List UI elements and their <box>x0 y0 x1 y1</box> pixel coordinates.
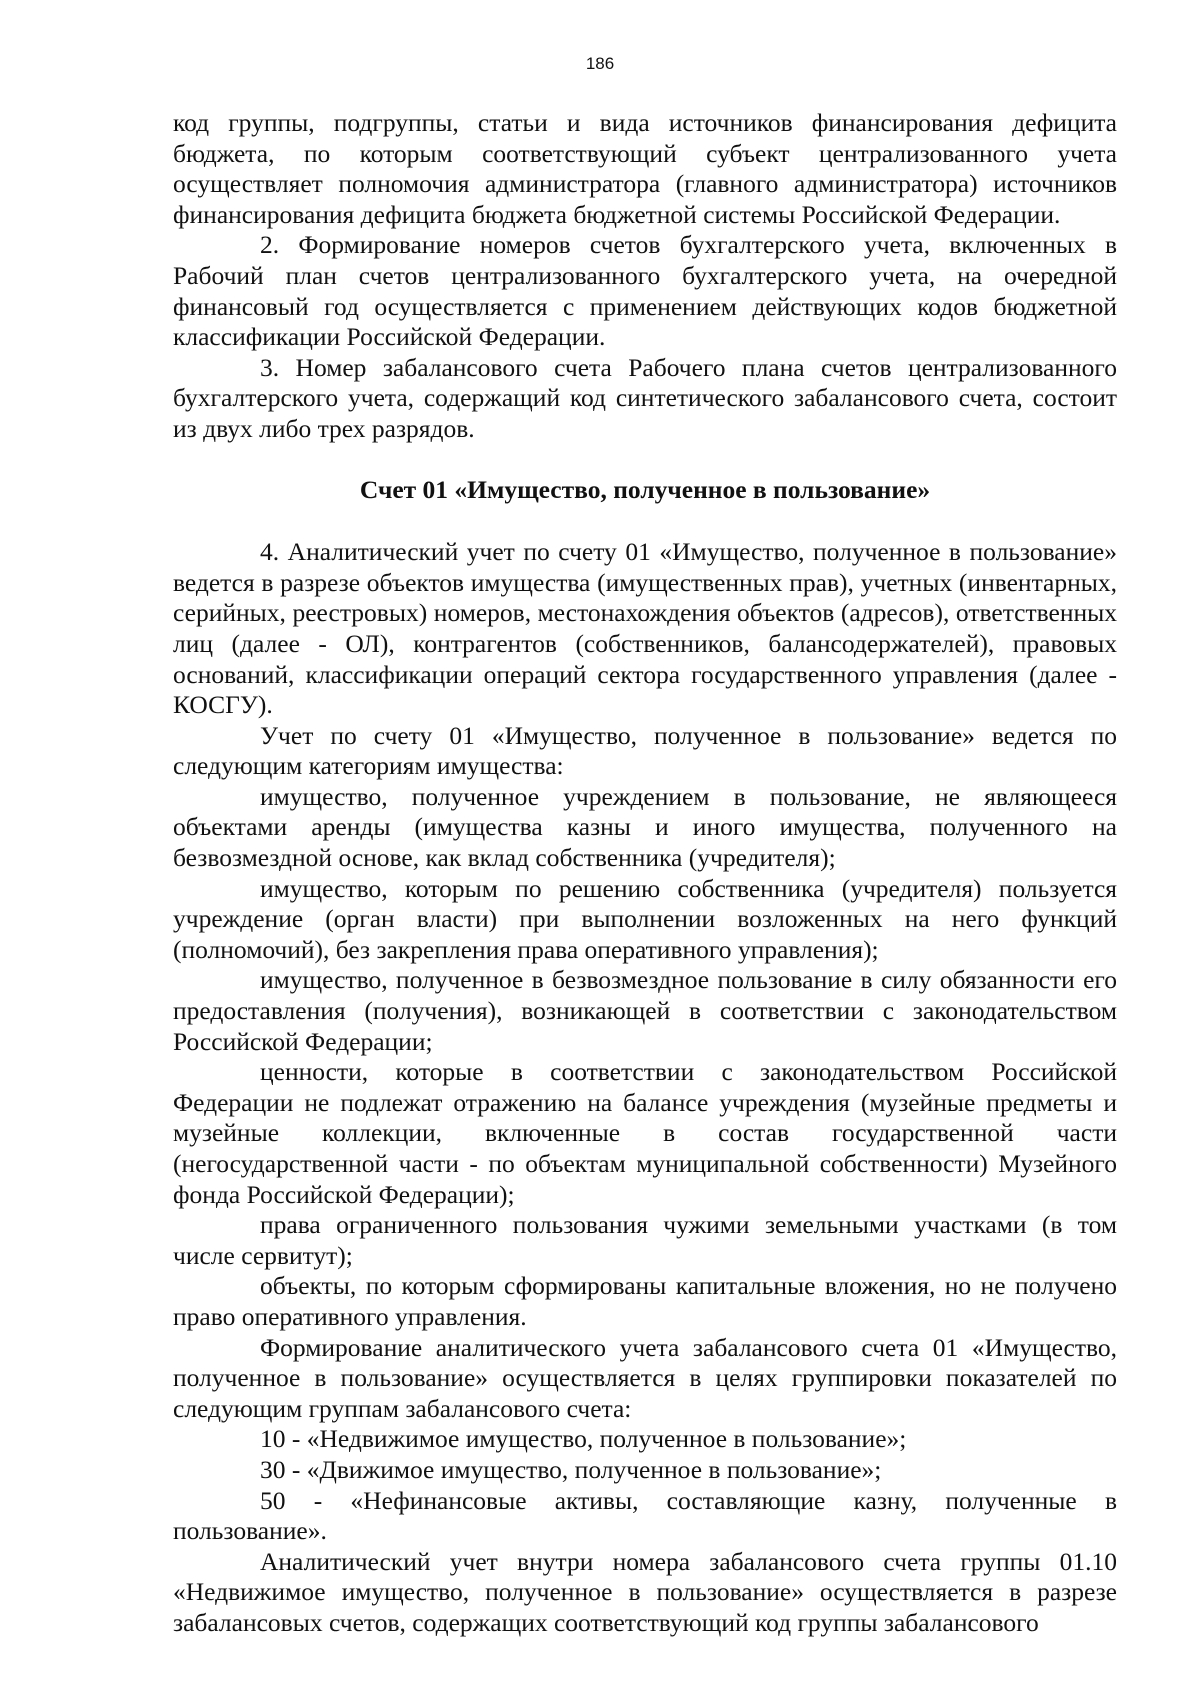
paragraph-item-2: 2. Формирование номеров счетов бухгалтерского учета, включенных в Рабочий план счетов централизованного бухгалтерского учета, на очередной финансовый год осуществляется с применением действующих кодов бюджетной классификации Российской Федерации. <box>173 230 1117 352</box>
group-item-50: 50 - «Нефинансовые активы, составляющие казну, полученные в пользование». <box>173 1485 1117 1546</box>
paragraph-item-4: 4. Аналитический учет по счету 01 «Имущество, полученное в пользование» ведется в разрезе объектов имущества (имущественных прав), учетных (инвентарных, серийных, реестровых) номеров, местонахождения объектов (адресов), ответственных лиц (далее - ОЛ), контрагентов (собственников, балансодержателей), правовых оснований, классификации операций сектора государственного управления (далее - КОСГУ). <box>173 537 1117 720</box>
page-number: 186 <box>585 54 615 73</box>
list-item: ценности, которые в соответствии с законодательством Российской Федерации не подлежат отражению на балансе учреждения (музейные предметы и музейные коллекции, включенные в состав государственной части (негосударственной части - по объектам муниципальной собственности) Музейного фонда Российской Федерации); <box>173 1057 1117 1209</box>
group-item-30: 30 - «Движимое имущество, полученное в пользование»; <box>260 1454 882 1484</box>
list-item: имущество, полученное учреждением в пользование, не являющееся объектами аренды (имущества казны и иного имущества, полученного на безвозмездной основе, как вклад собственника (учредителя); <box>173 781 1117 873</box>
document-body <box>173 108 1117 1639</box>
group-item-10: 10 - «Недвижимое имущество, полученное в пользование»; <box>260 1424 907 1454</box>
paragraph: код группы, подгруппы, статьи и вида источников финансирования дефицита бюджета, по которым соответствующий субъект централизованного учета осуществляет полномочия администратора (главного администратора) источников финансирования дефицита бюджета бюджетной системы Российской Федерации. <box>173 108 1117 229</box>
paragraph-item-3: 3. Номер забалансового счета Рабочего плана счетов централизованного бухгалтерского учета, содержащий код синтетического забалансового счета, состоит из двух либо трех разрядов. <box>173 352 1117 443</box>
paragraph: Формирование аналитического учета забалансового счета 01 «Имущество, полученное в пользование» осуществляется в целях группировки показателей по следующим группам забалансового счета: <box>173 1332 1117 1423</box>
list-item: права ограниченного пользования чужими земельными участками (в том числе сервитут); <box>173 1210 1117 1270</box>
list-item: имущество, которым по решению собственника (учредителя) пользуется учреждение (орган власти) при выполнении возложенных на него функций (полномочий), без закрепления права оперативного управления); <box>173 873 1117 964</box>
list-item: объекты, по которым сформированы капитальные вложения, но не получено право оперативного управления. <box>173 1271 1117 1331</box>
paragraph: Учет по счету 01 «Имущество, полученное в пользование» ведется по следующим категориям имущества: <box>173 720 1117 781</box>
list-item: имущество, полученное в безвозмездное пользование в силу обязанности его предоставления (получения), возникающей в соответствии с законодательством Российской Федерации; <box>173 965 1117 1056</box>
paragraph: Аналитический учет внутри номера забалансового счета группы 01.10 «Недвижимое имущество, полученное в пользование» осуществляется в разрезе забалансовых счетов, содержащих соответствующий код группы забалансового <box>173 1546 1117 1637</box>
section-heading: Счет 01 «Имущество, полученное в пользование» <box>359 474 931 504</box>
